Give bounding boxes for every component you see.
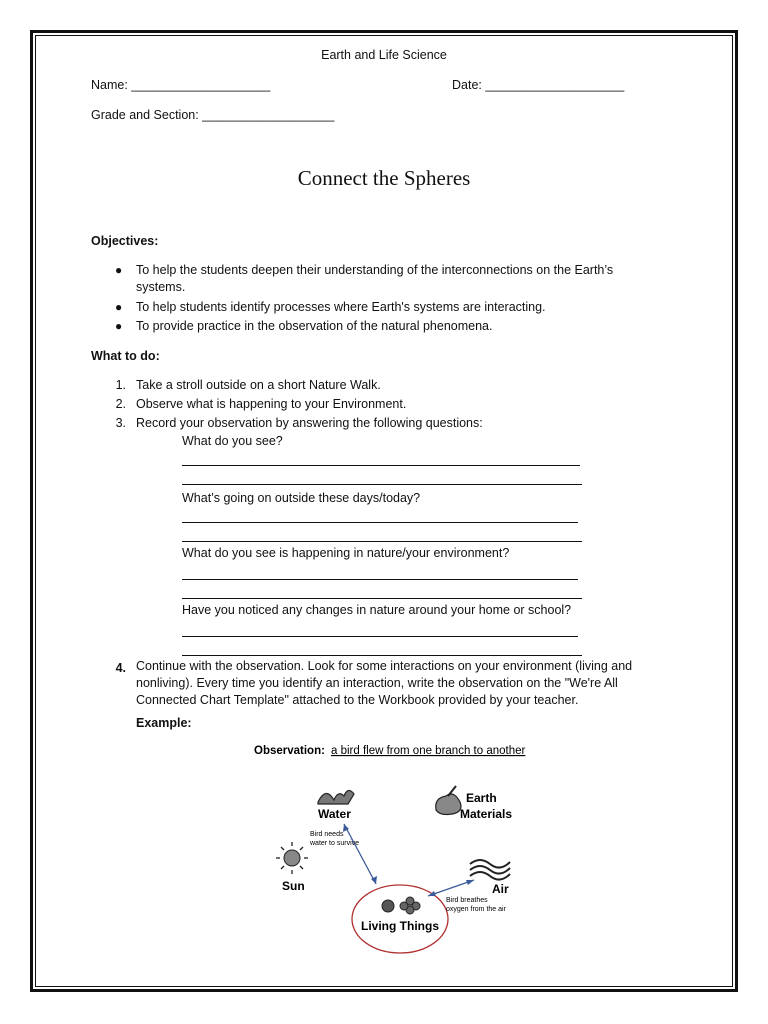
spheres-diagram <box>248 738 548 963</box>
step-4-text: Continue with the observation. Look for some interactions on your environment (living and nonliving). Every time you identify an interaction, write the observation on the "We're All Connected Chart Template" attached to the Workbook provided by your teacher. <box>136 659 633 707</box>
earth-label: Earth <box>466 791 497 805</box>
bullet-icon: ● <box>115 319 123 333</box>
question: What’s going on outside these days/today? <box>182 491 421 505</box>
arrow-head-icon <box>466 880 474 885</box>
question: What do you see is happening in nature/your environment? <box>182 546 510 560</box>
answer-line[interactable] <box>182 484 582 485</box>
water-note-line1: Bird needs <box>310 831 344 838</box>
objectives-heading: Objectives: <box>91 234 159 248</box>
air-note-line1: Bird breathes <box>446 897 488 904</box>
step-number: 2. <box>115 397 126 411</box>
answer-line[interactable] <box>182 598 582 599</box>
water-icon <box>318 790 354 804</box>
step-number: 1. <box>115 378 126 392</box>
objective-item: To help the students deepen their understanding of the interconnections on the Earth’s systems. <box>136 263 614 294</box>
air-note-line2: oxygen from the air <box>446 906 506 913</box>
living-things-label: Living Things <box>361 919 439 933</box>
answer-line[interactable] <box>182 522 578 523</box>
objective-item: To help students identify processes where Earth's systems are interacting. <box>136 300 546 314</box>
step-number: 3. <box>115 416 126 430</box>
answer-line[interactable] <box>182 636 578 637</box>
question: What do you see? <box>182 434 283 448</box>
bullet-icon: ● <box>115 300 123 314</box>
example-label: Example: <box>136 716 192 730</box>
water-label: Water <box>318 807 351 821</box>
water-note-line2: water to survive <box>310 840 360 847</box>
living-things-icon <box>382 897 420 914</box>
air-label: Air <box>492 882 509 896</box>
answer-line[interactable] <box>182 655 582 656</box>
sun-icon <box>276 842 308 874</box>
objective-item: To provide practice in the observation of the natural phenomena. <box>136 319 493 333</box>
name-field: Name: ____________________ <box>91 78 271 92</box>
observation-label: Observation: <box>254 745 325 757</box>
step-item: Observe what is happening to your Environment. <box>136 397 407 411</box>
step-number: 4. <box>115 661 126 675</box>
observation-text: a bird flew from one branch to another <box>331 745 526 757</box>
example-diagram <box>248 738 548 963</box>
earth-materials-icon <box>436 786 461 815</box>
answer-line[interactable] <box>182 579 578 580</box>
page-title: Connect the Spheres <box>297 166 471 190</box>
bullet-icon: ● <box>115 263 123 277</box>
course-title: Earth and Life Science <box>321 48 447 62</box>
grade-section-field: Grade and Section: ___________________ <box>91 108 335 122</box>
answer-line[interactable] <box>182 465 580 466</box>
step-item: Take a stroll outside on a short Nature Walk. <box>136 378 381 392</box>
what-to-do-heading: What to do: <box>91 349 160 363</box>
materials-label: Materials <box>460 807 513 821</box>
date-field: Date: ____________________ <box>452 78 625 92</box>
answer-line[interactable] <box>182 541 582 542</box>
sun-label: Sun <box>282 879 305 893</box>
question: Have you noticed any changes in nature around your home or school? <box>182 603 572 617</box>
air-icon <box>470 860 510 880</box>
step-item: Record your observation by answering the following questions: <box>136 416 483 430</box>
water-arrow <box>344 824 376 884</box>
